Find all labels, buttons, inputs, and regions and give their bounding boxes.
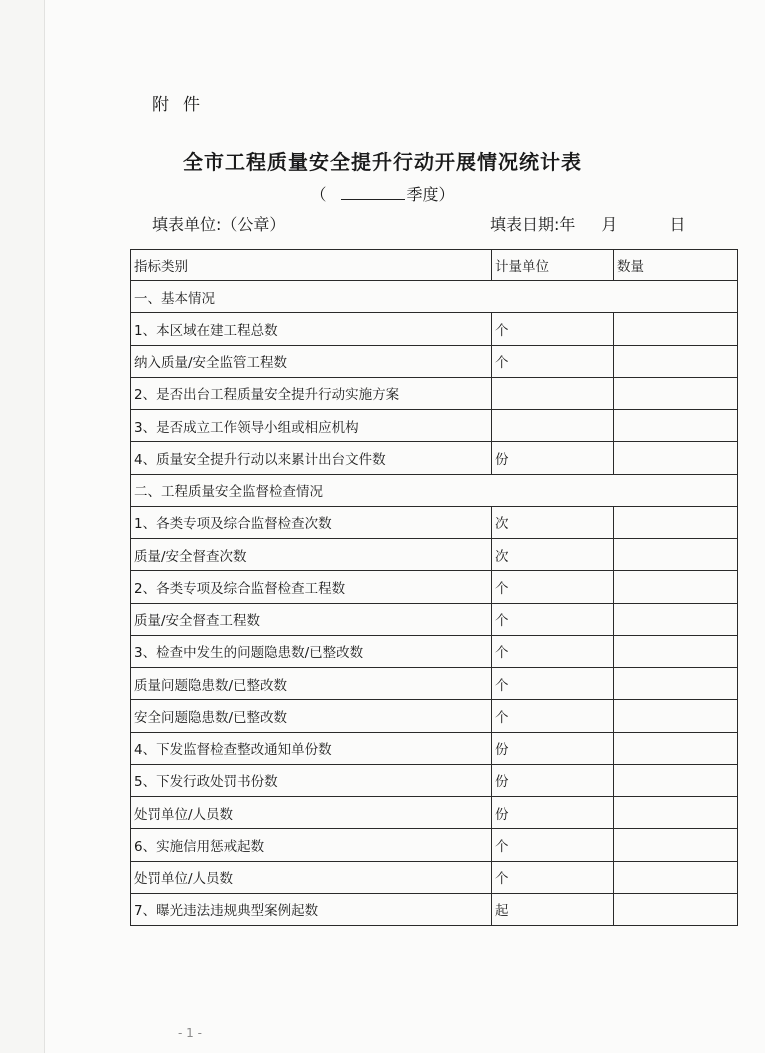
- row-category: 安全问题隐患数/已整改数: [131, 700, 492, 732]
- row-quantity-field: [614, 474, 738, 506]
- row-quantity-field[interactable]: [614, 506, 738, 538]
- row-quantity-field[interactable]: [614, 732, 738, 764]
- row-unit: 次: [492, 506, 614, 538]
- row-unit: 个: [492, 345, 614, 377]
- table-row: [131, 506, 738, 538]
- row-quantity-field[interactable]: [614, 571, 738, 603]
- table-row: [131, 861, 738, 893]
- row-category: 6、实施信用惩戒起数: [131, 829, 492, 861]
- row-quantity-field[interactable]: [614, 603, 738, 635]
- fill-unit-label: 填表单位:（公章）: [152, 215, 286, 234]
- table-section-row: [131, 281, 738, 313]
- table-row: [131, 797, 738, 829]
- header-category: 指标类别: [131, 250, 492, 281]
- row-quantity-field[interactable]: [614, 635, 738, 667]
- table-row: [131, 893, 738, 925]
- row-category: 2、是否出台工程质量安全提升行动实施方案: [131, 377, 492, 409]
- row-category: 处罚单位/人员数: [131, 797, 492, 829]
- row-quantity-field[interactable]: [614, 313, 738, 345]
- row-category: 3、是否成立工作领导小组或相应机构: [131, 410, 492, 442]
- quarter-blank: [341, 185, 405, 200]
- row-category: 5、下发行政处罚书份数: [131, 764, 492, 796]
- row-quantity-field[interactable]: [614, 764, 738, 796]
- row-quantity-field[interactable]: [614, 797, 738, 829]
- row-quantity-field[interactable]: [614, 700, 738, 732]
- statistics-table: [130, 249, 738, 926]
- row-quantity-field: [614, 281, 738, 313]
- table-row: [131, 700, 738, 732]
- table-row: [131, 539, 738, 571]
- row-category: 4、下发监督检查整改通知单份数: [131, 732, 492, 764]
- row-quantity-field[interactable]: [614, 410, 738, 442]
- row-quantity-field[interactable]: [614, 829, 738, 861]
- quarter-open-paren: （: [310, 185, 327, 204]
- table-row: [131, 377, 738, 409]
- table-row: [131, 764, 738, 796]
- row-category: 质量/安全督查次数: [131, 539, 492, 571]
- row-unit: [492, 377, 614, 409]
- table-header-row: [131, 250, 738, 281]
- row-unit: 个: [492, 603, 614, 635]
- row-category: 一、基本情况: [131, 281, 492, 313]
- table-row: [131, 313, 738, 345]
- table-row: [131, 732, 738, 764]
- row-unit: 个: [492, 313, 614, 345]
- row-quantity-field[interactable]: [614, 442, 738, 474]
- table-row: [131, 571, 738, 603]
- header-unit: 计量单位: [492, 250, 614, 281]
- row-unit: [492, 410, 614, 442]
- table-row: [131, 668, 738, 700]
- table-row: [131, 829, 738, 861]
- row-category: 纳入质量/安全监管工程数: [131, 345, 492, 377]
- row-unit: 份: [492, 797, 614, 829]
- fill-date-year: 年: [559, 215, 576, 234]
- row-category: 1、各类专项及综合监督检查次数: [131, 506, 492, 538]
- row-unit: 个: [492, 635, 614, 667]
- row-unit: [492, 474, 614, 506]
- fill-date-month: 月: [601, 215, 618, 234]
- row-unit: [492, 281, 614, 313]
- fill-date-label: 填表日期:: [490, 215, 560, 234]
- row-category: 处罚单位/人员数: [131, 861, 492, 893]
- attachment-label: 附件: [152, 95, 214, 115]
- row-quantity-field[interactable]: [614, 377, 738, 409]
- row-unit: 起: [492, 893, 614, 925]
- header-quantity: 数量: [614, 250, 738, 281]
- row-unit: 个: [492, 829, 614, 861]
- table-section-row: [131, 474, 738, 506]
- row-category: 二、工程质量安全监督检查情况: [131, 474, 492, 506]
- row-unit: 份: [492, 732, 614, 764]
- quarter-text: 季度）: [406, 185, 455, 204]
- row-unit: 个: [492, 861, 614, 893]
- row-quantity-field[interactable]: [614, 893, 738, 925]
- table-row: [131, 442, 738, 474]
- table-row: [131, 410, 738, 442]
- table-row: [131, 345, 738, 377]
- row-category: 1、本区域在建工程总数: [131, 313, 492, 345]
- row-unit: 个: [492, 668, 614, 700]
- document-title: 全市工程质量安全提升行动开展情况统计表: [183, 150, 582, 174]
- row-category: 2、各类专项及综合监督检查工程数: [131, 571, 492, 603]
- row-category: 4、质量安全提升行动以来累计出台文件数: [131, 442, 492, 474]
- page-number: - 1 -: [178, 1026, 202, 1040]
- row-quantity-field[interactable]: [614, 345, 738, 377]
- fill-date-day: 日: [669, 215, 686, 234]
- quarter-line: [0, 182, 765, 205]
- fill-date-line: [490, 212, 685, 235]
- row-category: 7、曝光违法违规典型案例起数: [131, 893, 492, 925]
- row-quantity-field[interactable]: [614, 539, 738, 571]
- row-unit: 份: [492, 442, 614, 474]
- row-quantity-field[interactable]: [614, 668, 738, 700]
- row-quantity-field[interactable]: [614, 861, 738, 893]
- table-row: [131, 635, 738, 667]
- row-category: 质量/安全督查工程数: [131, 603, 492, 635]
- row-unit: 次: [492, 539, 614, 571]
- row-unit: 个: [492, 571, 614, 603]
- row-unit: 个: [492, 700, 614, 732]
- row-category: 质量问题隐患数/已整改数: [131, 668, 492, 700]
- row-category: 3、检查中发生的问题隐患数/已整改数: [131, 635, 492, 667]
- table-row: [131, 603, 738, 635]
- row-unit: 份: [492, 764, 614, 796]
